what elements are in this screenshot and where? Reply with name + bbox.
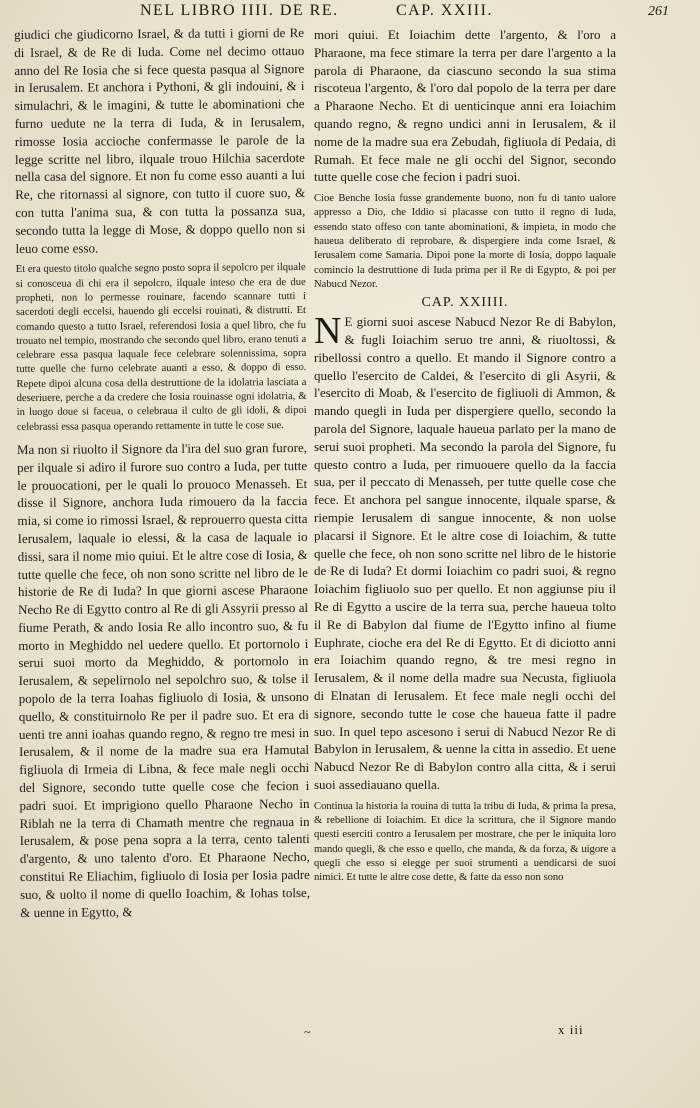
running-head (140, 2, 570, 24)
right-main-text-2 (314, 310, 616, 794)
drop-cap-initial: N (314, 310, 342, 353)
running-head-title: NEL LIBRO IIII. DE RE. (140, 2, 339, 19)
running-head-chapter: CAP. XXIII. (396, 2, 493, 19)
left-column (14, 24, 311, 1036)
right-main-text-1: mori quiui. Et Ioiachim dette l'argento, & l'oro a Pharaone, ma fece stimare la terra per dare l'argento a la parola di Pharaone, da ciascuno secondo la sua stima riscoteua l'argento, & l'oro dal popolo de la terra per dare a Pharaone Necho. Et di uenticinque anni era Ioiachim quando regno, & regno undici anni in Ierusalem, & il nome de la madre sua era Zebudah, figliuola di Pedaia, di Rumah. Et fece male ne gli occhi del Signor, secondo tutte quelle cose che fecion i padri suoi. (314, 27, 616, 185)
right-column (314, 26, 616, 1036)
gathering-signature: x iii (558, 1022, 584, 1037)
left-main-text-1: giudici che giudicorno Israel, & da tutti i giorni de Re di Israel, & de Re di Iuda. Come nel decimo ottauo anno del Re Iosia che si fece questa pasqua al Signore in Ierusalem. Et anchora i Pythoni, & gli indouini, & i simulachri, & le imagini, & tutte le abominationi che furno uedute ne la terra di Iuda, & in Ierusalem, rimosse Iosia accioche confermasse le parole de la legge scritte nel libro, ilquale trouo Hilchia sacerdote nella casa del signore. Et non fu come esso auanti a lui Re, che ritornassi al signore, con tutto il cuore suo, & con tutta l'anima sua, & con tutta la possanza sua, secondo tutta la legge di Mose, & doppo quello non si leuo come esso. (14, 24, 306, 256)
right-commentary-note-1: Cioe Benche Iosia fusse grandemente buono, non fu di tanto ualore appresso a Dio, che Iddio si placasse con tutto il regno di Iuda, essendo stato offeso con tante abominationi, & impieta, in modo che haueua deliberato di reprobare, & dispergiere inda come Israel, & Ierusalem come Samaria. Dipoi pone la morte di Iosia, doppo laquale comincio la destruttione di Iuda prima per il Re di Egypto, & poi per Nabucd Nezor. (314, 193, 616, 290)
left-commentary-note: Et era questo titolo qualche segno posto sopra il sepolcro per ilquale si conosceua di chi era il sepolcro, ilquale inteso che era de due propheti, non lo permesse rouinare, facendo scannare tutti i sacerdoti degli eccelsi, hauendo gli eccelsi rouinati, & distrutti. Et comando questo a tutto Israel, referendosi Iosia a quel libro, che fu trouato nel tempio, mostrando che secondo quel libro, erano tenuti a celebrare essa pasqua laquale fece celebrare solennissima, sopra tutte quelle che furno celebrate auanti a esso, & doppo di esso. Repete dipoi alcuna cosa della destruttione de la idolatria lasciata a deseriuere, perche a da credere che Iosia rouinasse ogni idolatria, & in luogo doue si faceua, o celebraua il culto de gli idoli, & dipoi celebrassi essa pasqua operando rettamente in tutte le cose sue. (15, 262, 307, 433)
catchword-mark: ~ (304, 1025, 311, 1039)
right-commentary-note-2: Continua la historia la rouina di tutta la tribu di Iuda, & prima la presa, & rebellione di Ioiachim. Et dice la scrittura, che il Signore mando questi eserciti contro a Ierusalem per mostrare, che per le iniquita loro mando quegli, & che esso e quello, che manda, & da forza, & uigore a quegli che esso si elegge per suoi strumenti a uendicarsi de suoi nimici. Et tutte le altre cose dette, & fatte da esso non sono (314, 800, 616, 884)
page-number: 261 (648, 4, 669, 19)
chapter-opening-text: E giorni suoi ascese Nabucd Nezor Re di Babylon, & fugli Ioiachim seruo tre anni, & riuoltossi, & ribellossi contro a quello. Et mando il Signore contro a quello l'esercito de Caldei, & l'esercito di gli Asyrii, & l'esercito di Moab, & l'esercito de figliuoli di Ammon, & mando quegli in Iuda per dispergiere quello, secondo la parola del Signore, laquale haueua parlato per la mano de serui suoi propheti. Ma secondo la parola del Signore, fu questo contro a Iuda, per rimuouere quello da la faccia sua, per il peccato di Menasseh, per tutte quelle cose che fece. Et anchora pel sangue innocente, ilquale sparse, & riempie Ierusalem di sangue innocente, & non uolse placarsi il Signore. Et le altre cose di Ioiachim, & tutte quelle che fece, oh non sono scritte nel libro de le historie de Re di Iuda? Et dormi Ioiachim co padri suoi, & regno Ioiachim figliuolo suo per quello. Et non aggiunse piu il Re di Egytto a uscire de la terra sua, perche haueua tolto il Re di Babylon dal fiume de l'Egytto infino al fiume Euphrate, cioche era del Re di Egytto. Et di diciotto anni era Ioiachim quando regno, & tre mesi regno in Ierusalem, & il nome della madre sua Necusta, figliuola di Elnatan di Ierusalem. Et fece male negli occhi del signore, secondo tutte le cose che haueua fatte il padre suo. In quel tepo ascesono i serui di Nabucd Nezor Re di Babylon in Ierusalem, & uenne la citta in assedio. Et uene Nabucd Nezor Re di Babylon contro alla citta, & i serui suoi assediauano quella. (314, 314, 616, 792)
chapter-heading: CAP. XXIIII. (421, 295, 509, 311)
left-main-text-2: Ma non si riuolto il Signore da l'ira del suo gran furore, per ilquale si adiro il furore suo contro a Iuda, per tutte le prouocationi, per le quali lo prouoco Menasseh. Et disse il Signore, anchora Iuda rimouero da la faccia mia, si come io rimossi Israel, & reprouerro questa citta Ierusalem, laquale io elessi, & la casa de laquale io dissi, sara il nome mio quiui. Et le altre cose di Iosia, & tutte quelle che fece, oh non sono scritte nel libro de le historie de Re di Iuda? In que giorni ascese Pharaone Necho Re di Egytto contro al Re di gli Assyrii presso al fiume Perath, & ando Iosia Re allo incontro suo, & fu morto in Meghiddo nel uedere quello. Et portornolo i serui suoi morto da Meghiddo, & portornolo in Ierusalem, & sepelirnolo nel sepolchro suo, & tolse il popolo de la terra Ioahas figliuolo di Iosia, & unsono quello, & constituirnolo Re per il padre suo. Et era di uenti tre anni ioahas quando regno, & regno tre mesi in Ierusalem, & il nome de la madre sua era Hamutal figliuola di Irmeia di Libna, & fece male negli occhi del Signore, secondo tutte quelle cose che fecion i padri suoi. Et imprigiono quello Pharaone Necho in Riblah ne la terra di Chamath mentre che regnaua in Ierusalem, & pose pena sopra a la terra, cento talenti d'argento, & uno talento d'oro. Et Pharaone Necho, constitui Re Eliachim, figliuolo di Iosia per Iosia padre suo, & uolto il nome di quello Ioachim, & Iohas tolse, & uenne in Egytto, & (16, 439, 311, 920)
